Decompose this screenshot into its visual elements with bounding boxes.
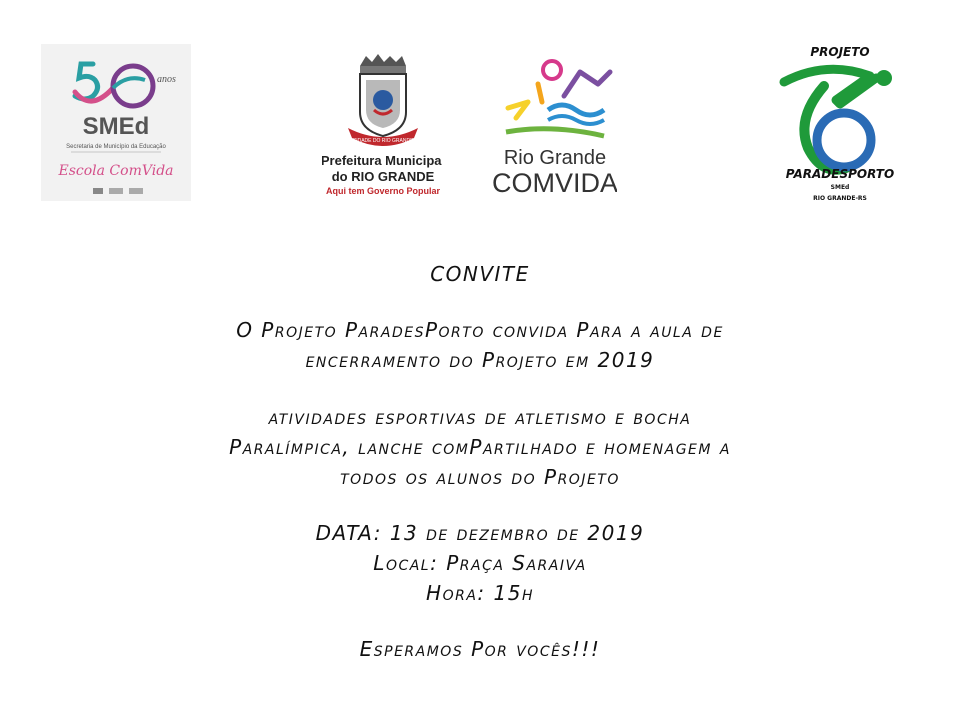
paradesporto-name-text: PARADESPORTO <box>785 167 895 181</box>
time-line: Hora: 15h <box>426 581 534 605</box>
rgcv-line2-text: COMVIDA <box>492 168 617 198</box>
prefeitura-line1-text: Prefeitura Municipal <box>322 153 442 168</box>
intro-line-1: O Projeto ParadesPorto convida Para a aula de <box>236 318 724 342</box>
place-line: Local: Praça Saraiva <box>373 551 587 575</box>
invitation-activities <box>60 402 900 492</box>
smed-logo-graphic <box>41 44 191 201</box>
invitation-title-block <box>60 259 900 289</box>
activities-line-2: Paralímpica, lanche comPartilhado e homenagem a <box>229 435 731 459</box>
smed-name-text: SMEd <box>82 113 150 140</box>
invitation-intro <box>60 315 900 375</box>
invitation-title: CONVITE <box>430 262 530 286</box>
prefeitura-ribbon-text: CIDADE DO RIO GRANDE <box>352 138 414 144</box>
paradesporto-logo <box>776 40 904 205</box>
prefeitura-line3-text: Aqui tem Governo Popular <box>325 186 441 196</box>
intro-line-2: encerramento do Projeto em 2019 <box>305 348 655 372</box>
activities-line-1: atividades esportivas de atletismo e bocha <box>268 405 692 429</box>
prefeitura-coat-of-arms <box>322 50 442 200</box>
smed-logo <box>41 44 191 201</box>
prefeitura-line2-text: do RIO GRANDE <box>331 169 435 184</box>
paradesporto-top-text: PROJETO <box>810 45 870 59</box>
rio-grande-comvida-graphic <box>492 50 617 198</box>
rio-grande-comvida-logo <box>492 50 617 198</box>
rgcv-line1-text: Rio Grande <box>503 147 607 169</box>
invitation-details <box>60 518 900 608</box>
smed-anos-text: anos <box>157 74 176 85</box>
activities-line-3: todos os alunos do Projeto <box>340 465 620 489</box>
paradesporto-graphic <box>776 40 904 205</box>
date-line: DATA: 13 de dezembro de 2019 <box>315 521 645 545</box>
smed-slogan-text: Escola ComVida <box>58 163 174 179</box>
invitation-closing-block <box>60 634 900 664</box>
paradesporto-org-text: SMEd <box>830 184 850 191</box>
closing-line: Esperamos Por vocês!!! <box>359 637 601 661</box>
smed-subtitle-text: Secretaria de Município da Educação <box>66 144 166 150</box>
prefeitura-logo <box>322 50 442 200</box>
paradesporto-city-text: RIO GRANDE-RS <box>813 195 867 202</box>
